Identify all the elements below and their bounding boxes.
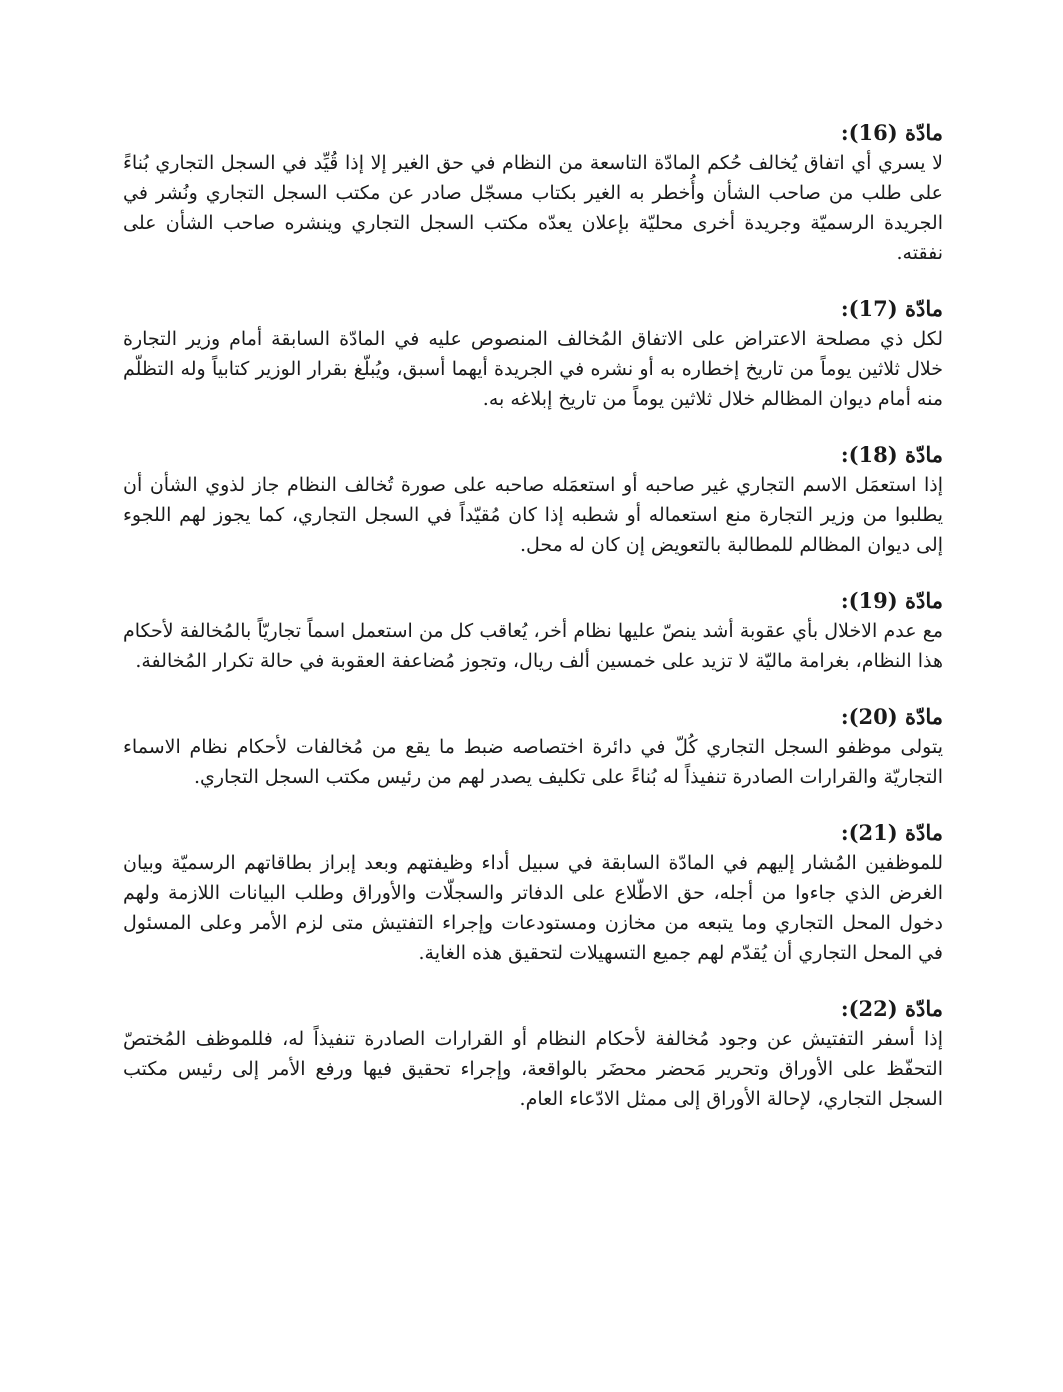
article-body: مع عدم الاخلال بأي عقوبة أشد ينصّ عليها نظام أخر، يُعاقب كل من استعمل اسماً تجاريّاً بالمُخالفة لأحكام هذا النظام، بغرامة ماليّة لا تزيد على خمسين ألف ريال، وتجوز مُضاعفة العقوبة في حالة تكرار المُخالفة. [123,620,943,672]
article-body: لا يسري أي اتفاق يُخالف حُكم المادّة التاسعة من النظام في حق الغير إلا إذا قُيِّد في السجل التجاري بُناءً على طلب من صاحب الشأن وأُخطر به الغير بكتاب مسجّل صادر عن مكتب السجل التجاري ونُشر في الجريدة الرسميّة وجريدة أخرى محليّة بإعلان يعدّه مكتب السجل التجاري وينشره صاحب الشأن على نفقته. [123,152,943,264]
article-body: إذا استعمَل الاسم التجاري غير صاحبه أو استعمَله صاحبه على صورة تُخالف النظام جاز لذوي الشأن أن يطلبوا من وزير التجارة منع استعماله أو شطبه إذا كان مُقيّداً في السجل التجاري، كما يجوز لهم اللجوء إلى ديوان المظالم للمطالبة بالتعويض إن كان له محل. [123,474,943,556]
article-17 [123,294,943,414]
article-22 [123,994,943,1114]
article-body: يتولى موظفو السجل التجاري كُلّ في دائرة اختصاصه ضبط ما يقع من مُخالفات لأحكام نظام الاسماء التجاريّة والقرارات الصادرة تنفيذاً له بُناءً على تكليف يصدر لهم من رئيس مكتب السجل التجاري. [123,736,943,788]
article-heading: مادّة (21): [840,820,943,845]
article-body: إذا أسفر التفتيش عن وجود مُخالفة لأحكام النظام أو القرارات الصادرة تنفيذاً له، فللموظف المُختصّ التحفّظ على الأوراق وتحرير مَحضر محضَر بالواقعة، وإجراء تحقيق فيها ورفع الأمر إلى رئيس مكتب السجل التجاري، لإحالة الأوراق إلى ممثل الادّعاء العام. [123,1028,943,1110]
article-body: للموظفين المُشار إليهم في المادّة السابقة في سبيل أداء وظيفتهم وبعد إبراز بطاقاتهم الرسميّة وبيان الغرض الذي جاءوا من أجله، حق الاطّلاع على الدفاتر والسجلّات والأوراق وطلب البيانات اللازمة ولهم دخول المحل التجاري وما يتبعه من مخازن ومستودعات وإجراء التفتيش متى لزم الأمر وعلى المسئول في المحل التجاري أن يُقدّم لهم جميع التسهيلات لتحقيق هذه الغاية. [123,852,943,964]
article-body: لكل ذي مصلحة الاعتراض على الاتفاق المُخالف المنصوص عليه في المادّة السابقة أمام وزير التجارة خلال ثلاثين يوماً من تاريخ إخطاره به أو نشره في الجريدة أيهما أسبق، ويُبلّغ بقرار الوزير كتابياً وله التظلّم منه أمام ديوان المظالم خلال ثلاثين يوماً من تاريخ إبلاغه به. [123,328,943,410]
article-21 [123,818,943,968]
article-heading: مادّة (19): [840,588,943,613]
article-heading: مادّة (17): [840,296,943,321]
article-18 [123,440,943,560]
article-20 [123,702,943,792]
document-page [123,118,943,1140]
article-heading: مادّة (20): [840,704,943,729]
article-16 [123,118,943,268]
article-heading: مادّة (22): [840,996,943,1021]
article-19 [123,586,943,676]
article-heading: مادّة (16): [840,120,943,145]
article-heading: مادّة (18): [840,442,943,467]
